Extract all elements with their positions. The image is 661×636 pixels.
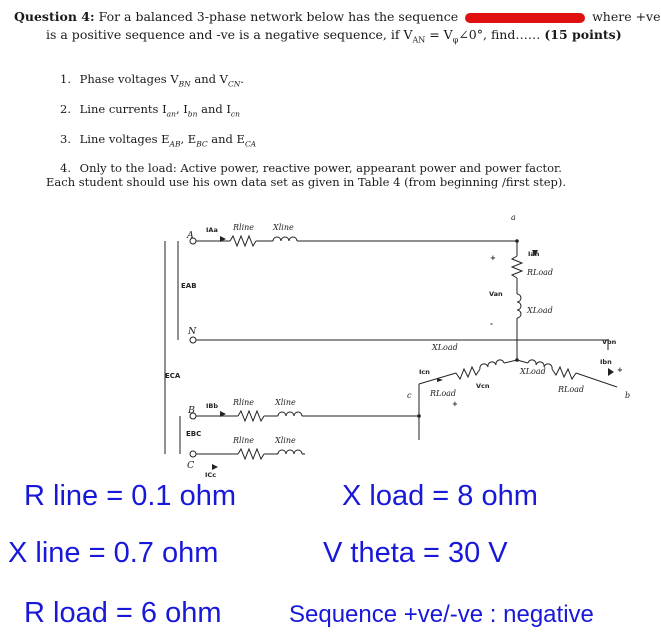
list-item-number: 1. xyxy=(60,72,71,86)
I-Bb-label: IBb xyxy=(206,402,219,410)
list-sub: an xyxy=(166,109,176,119)
X-load-a-label: XLoad xyxy=(527,306,553,315)
list-item-mid2: and E xyxy=(207,131,245,146)
list-sub: bn xyxy=(187,109,198,119)
I-cn-label: Icn xyxy=(419,368,430,376)
I-bn-label: Ibn xyxy=(600,358,612,366)
V-bn-label: Vbn xyxy=(602,338,617,346)
node-B-label: B xyxy=(188,405,195,416)
question-line-1 xyxy=(14,9,661,24)
question-points: (15 points) xyxy=(544,27,622,42)
node-C-label: C xyxy=(187,460,195,471)
node-A-label: A xyxy=(187,230,194,241)
list-item-mid: , E xyxy=(180,131,197,146)
question-label: Question 4: xyxy=(14,9,95,24)
question-sub-an: AN xyxy=(412,35,426,45)
student-note: Each student should use his own data set as given in Table 4 (from beginning /first step). xyxy=(46,175,567,189)
R-line-B-label: Rline xyxy=(233,398,255,407)
X-line-C-label: Xline xyxy=(275,436,296,445)
list-item-number: 2. xyxy=(60,101,71,116)
R-line-A-label: Rline xyxy=(233,223,255,232)
list-sub: AB xyxy=(169,138,181,148)
E-AB-label: EAB xyxy=(181,282,197,290)
question-text-1: For a balanced 3-phase network below has the sequence xyxy=(98,9,459,24)
list-item-text: Line currents I xyxy=(79,101,167,116)
node-b-label: b xyxy=(625,391,631,400)
R-load-c-label: RLoad xyxy=(430,389,457,398)
r-load-value: R load = 6 ohm xyxy=(24,597,222,629)
node-a-label: a xyxy=(511,213,516,222)
node-c-label: c xyxy=(407,391,412,400)
list-item-text: Only to the load: Active power, reactive power, appearant power and power factor. xyxy=(79,161,562,176)
list-item-text: Phase voltages V xyxy=(79,72,179,86)
E-CA-label: ECA xyxy=(165,372,181,380)
list-item-mid2: and I xyxy=(197,101,231,116)
list-item-number: 4. xyxy=(60,161,71,176)
list-sub: cn xyxy=(230,109,240,119)
I-Cc-label: ICc xyxy=(205,471,217,479)
redaction-mark xyxy=(465,13,585,23)
plus-sign: + xyxy=(617,366,623,374)
list-item-text: Line voltages E xyxy=(79,131,170,146)
list-item-end: . xyxy=(240,72,244,86)
list-item-number: 3. xyxy=(60,131,71,146)
question-line-2 xyxy=(46,27,622,45)
v-theta-value: V theta = 30 V xyxy=(323,537,508,569)
V-an-label: Van xyxy=(489,290,503,298)
sequence-value: Sequence +ve/-ve : negative xyxy=(289,601,594,628)
I-an-label: Ian xyxy=(528,250,540,258)
list-sub: BN xyxy=(178,79,191,89)
plus-sign: + xyxy=(490,254,496,262)
list-item-mid: and V xyxy=(190,72,228,86)
I-Aa-label: IAa xyxy=(206,226,218,234)
X-load-c-label: XLoad xyxy=(432,343,458,352)
R-load-b-label: RLoad xyxy=(558,385,585,394)
r-line-value: R line = 0.1 ohm xyxy=(24,480,236,512)
x-line-value: X line = 0.7 ohm xyxy=(8,537,219,569)
list-item xyxy=(60,67,562,97)
question-text-2: is a positive sequence and -ve is a negative sequence, if V xyxy=(46,27,413,42)
R-line-C-label: Rline xyxy=(233,436,255,445)
list-item xyxy=(60,127,562,157)
X-line-B-label: Xline xyxy=(275,398,296,407)
R-load-a-label: RLoad xyxy=(527,268,554,277)
X-load-b-label: XLoad xyxy=(520,367,546,376)
V-cn-label: Vcn xyxy=(476,382,490,390)
circuit-diagram xyxy=(0,200,646,480)
E-BC-label: EBC xyxy=(186,430,202,438)
question-angle: ∠0°, find…… xyxy=(458,27,541,42)
list-item xyxy=(60,97,562,127)
node-N-label: N xyxy=(188,326,197,337)
plus-sign: + xyxy=(452,400,458,408)
list-item-mid: , I xyxy=(175,101,188,116)
list-sub: CA xyxy=(244,138,257,148)
x-load-value: X load = 8 ohm xyxy=(342,480,538,512)
question-sub-phi: φ xyxy=(452,35,459,45)
list-sub: BC xyxy=(196,138,208,148)
task-list xyxy=(60,67,562,181)
X-line-A-label: Xline xyxy=(273,223,294,232)
list-sub: CN xyxy=(227,79,241,89)
minus-sign: - xyxy=(490,320,493,328)
question-text-1-tail: where +ve xyxy=(592,9,661,24)
question-eq: = V xyxy=(425,27,453,42)
